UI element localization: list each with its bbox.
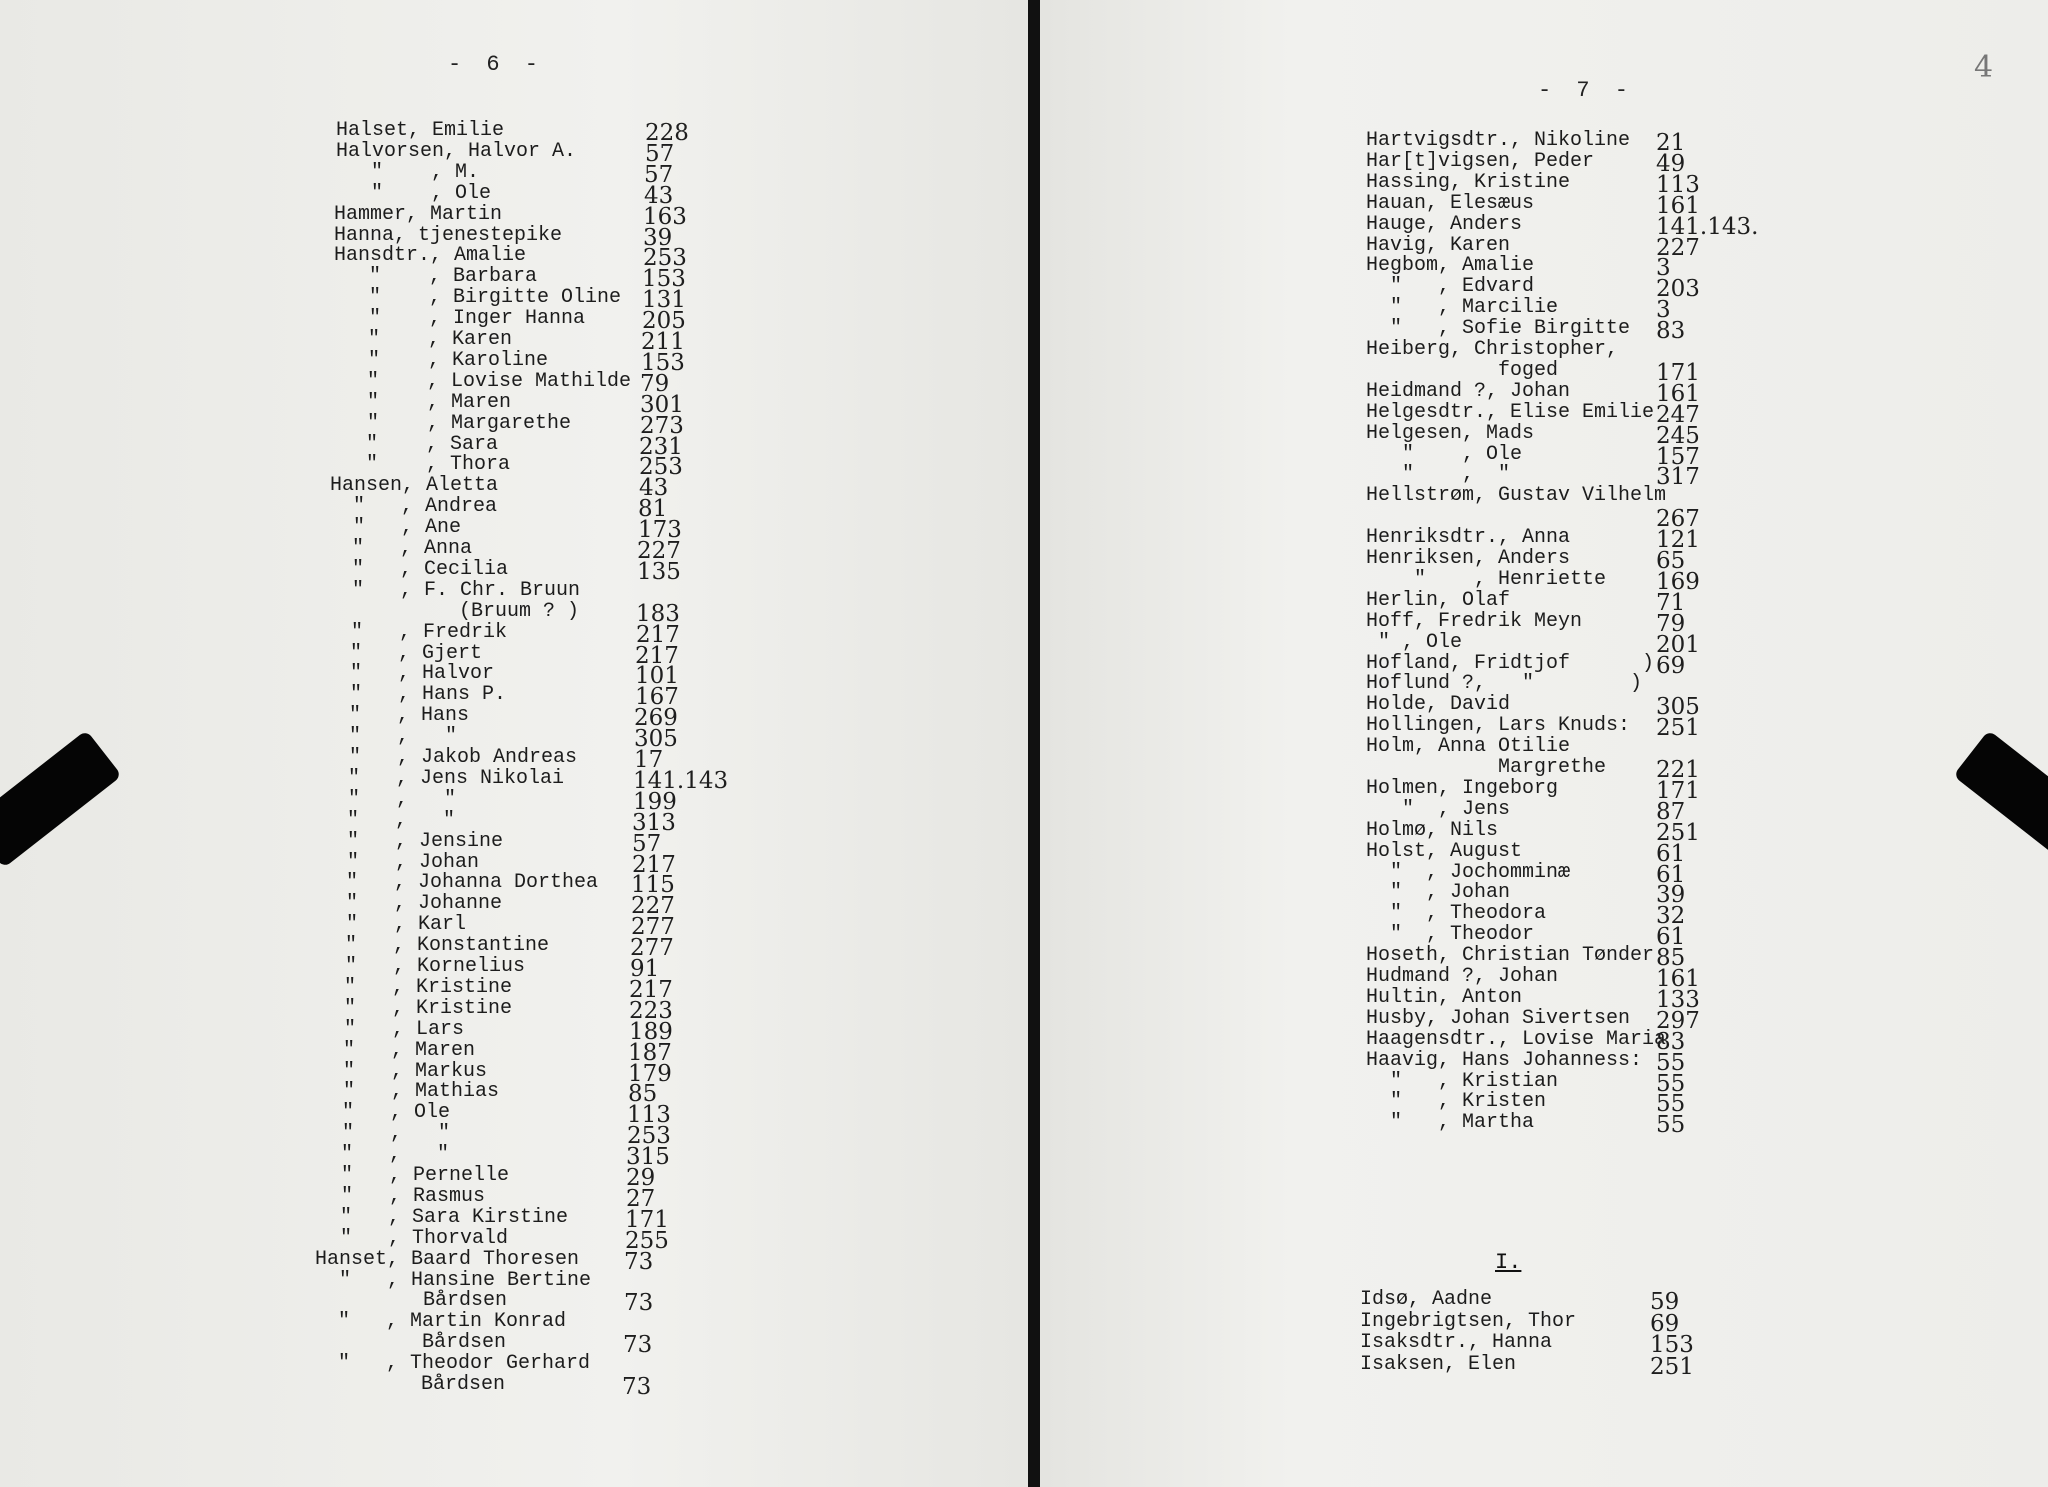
index-entry-page-ref: 55	[1656, 1049, 1686, 1076]
index-entry-page-ref: 73	[622, 1374, 652, 1400]
index-entry-page-ref: 115	[631, 872, 675, 899]
index-entry-name: Haavig, Hans Johanness:	[1366, 1048, 1643, 1072]
index-entry-page-ref: 79	[1656, 610, 1686, 637]
index-entry-page-ref: 253	[639, 454, 683, 481]
index-entry-name: " , Ole	[1366, 630, 1463, 654]
index-entry-name: " , Thora	[330, 453, 511, 477]
index-entry-page-ref: 183	[636, 600, 680, 627]
index-entry-name: Hartvigsdtr., Nikoline	[1366, 129, 1631, 152]
index-entry-name: Har[t]vigsen, Peder	[1366, 149, 1595, 173]
index-entry-page-ref: 73	[624, 1248, 654, 1275]
index-entry-page-ref: 205	[642, 308, 686, 335]
index-entry-name: " , Henriette	[1366, 567, 1607, 591]
index-entry-name: " , Inger Hanna	[333, 307, 586, 331]
index-entry-name: Holmø, Nils	[1366, 818, 1499, 842]
index-entry-name: Hoff, Fredrik Meyn	[1366, 609, 1583, 633]
index-entry-page-ref: 161	[1656, 966, 1700, 992]
index-entry-page-ref: 59	[1650, 1289, 1680, 1315]
index-entry-page-ref: 161	[1656, 192, 1700, 219]
index-entry-page-ref: 57	[632, 830, 662, 857]
index-entry-page-ref: 81	[638, 496, 668, 523]
index-entry-page-ref: 273	[640, 412, 684, 439]
index-entry-name: " , Barbara	[333, 265, 538, 289]
index-entry-name: " , Kristine	[320, 996, 513, 1020]
index-entry-name: Bårdsen	[315, 1289, 508, 1313]
index-entry-page-ref: 87	[1656, 798, 1686, 825]
index-entry-name: " , Johanne	[322, 892, 503, 916]
index-entry-name: Hoflund ?, " )	[1366, 672, 1643, 696]
index-entry-name: " , Ane	[329, 516, 462, 540]
index-entry-page-ref: 253	[643, 245, 687, 272]
index-entry-page-ref: 91	[630, 956, 660, 982]
index-entry-name: Hammer, Martin	[334, 202, 503, 226]
index-entry-name: Hudmand ?, Johan	[1366, 965, 1559, 988]
index-entry-page-ref: 69	[1650, 1310, 1680, 1337]
index-entry-page-ref: 231	[639, 433, 683, 460]
index-entry-page-ref: 187	[628, 1039, 672, 1066]
index-entry-page-ref: 73	[623, 1332, 653, 1359]
index-entry-page-ref: 17	[634, 747, 664, 773]
index-entry-page-ref: 61	[1656, 861, 1686, 888]
index-entry-page-ref: 39	[643, 224, 673, 251]
index-entry-page-ref: 153	[1650, 1332, 1694, 1358]
index-entry-page-ref: 153	[642, 266, 686, 293]
index-entry-name: " , Hansine Bertine	[315, 1268, 592, 1292]
index-entry-name: Halset, Emilie	[336, 119, 505, 142]
index-entry-page-ref: 217	[629, 976, 673, 1003]
index-entry-page-ref: 29	[626, 1165, 656, 1191]
index-entry-page-ref: 113	[1656, 171, 1700, 198]
index-entry-page-ref: 113	[627, 1102, 671, 1129]
index-entry-name: Bårdsen	[314, 1331, 507, 1355]
index-entry-name: Hegbom, Amalie	[1366, 254, 1535, 278]
index-entry-name: Helgesdtr., Elise Emilie	[1366, 400, 1655, 424]
index-entry-page-ref: 247	[1656, 401, 1700, 428]
index-entry-name: Hollingen, Lars Knuds:	[1366, 714, 1631, 738]
index-entry-name: Helgesen, Mads	[1366, 421, 1535, 445]
index-entry-page-ref: 43	[644, 182, 674, 209]
index-entry-page-ref: 133	[1656, 986, 1700, 1013]
index-entry-name: " , Ole	[1366, 442, 1523, 466]
index-entry-page-ref: 27	[626, 1185, 656, 1212]
index-entry-page-ref: 101	[635, 663, 679, 690]
index-entry-name: " , Mathias	[319, 1080, 500, 1104]
index-entry-page-ref: 3	[1656, 255, 1671, 282]
index-entry-page-ref: 3	[1656, 297, 1671, 324]
index-entry-page-ref: 83	[1656, 318, 1686, 345]
index-entry-name: " , Jochomminæ	[1366, 860, 1571, 884]
index-entry-name: " , Theodora	[1366, 902, 1547, 926]
index-entry-name: " , Rasmus	[317, 1184, 486, 1208]
index-entry-name: " , Martha	[1366, 1111, 1535, 1135]
index-entry-page-ref: 199	[633, 788, 677, 815]
index-entry-page-ref: 173	[638, 517, 682, 544]
index-entry-name: " , Theodor	[1366, 923, 1535, 947]
section-letter: I.	[1495, 1250, 1522, 1275]
index-entry-page-ref: 317	[1656, 464, 1700, 491]
index-entry-page-ref: 71	[1656, 589, 1686, 616]
index-entry-name: " , Ole	[335, 181, 492, 205]
index-entry-page-ref: 49	[1656, 150, 1686, 177]
index-entry-name: " , Maren	[331, 390, 512, 414]
index-entry-page-ref: 85	[1656, 945, 1686, 972]
index-entry-page-ref: 301	[640, 391, 684, 418]
index-entry-page-ref: 297	[1656, 1007, 1700, 1034]
index-entry-name: " , Johan	[1366, 881, 1511, 905]
index-entry-name: " , Thorvald	[316, 1226, 509, 1250]
index-entry-page-ref: 73	[624, 1290, 654, 1317]
right-page	[1040, 0, 2048, 1487]
index-entry-name: foged	[1366, 358, 1559, 382]
index-entry-name: (Bruum ? )	[327, 599, 580, 623]
index-entry-page-ref: 69	[1656, 652, 1686, 679]
index-entry-name: " , Hans P.	[326, 683, 507, 707]
index-entry-page-ref: 55	[1656, 1091, 1686, 1118]
index-entry-name: " , Jens Nikolai	[324, 766, 565, 790]
index-entry-name: Hauan, Elesæus	[1366, 191, 1535, 215]
index-entry-name: " , Jensine	[323, 829, 504, 853]
index-entry-page-ref: 179	[628, 1060, 672, 1087]
index-entry-page-ref: 227	[1656, 234, 1700, 261]
index-entry-page-ref: 141.143.	[1656, 213, 1759, 240]
index-entry-page-ref: 121	[1656, 527, 1700, 554]
index-entry-name: Herlin, Olaf	[1366, 588, 1511, 612]
index-entry-page-ref: 83	[1656, 1028, 1686, 1055]
index-entry-page-ref: 171	[1656, 777, 1700, 804]
index-entry-page-ref: 211	[641, 329, 685, 355]
index-entry-name: Hanset, Baard Thoresen	[315, 1247, 580, 1271]
index-entry-page-ref: 39	[1656, 882, 1686, 909]
index-entry-page-ref: 57	[644, 161, 674, 188]
index-entry-page-ref: 217	[632, 851, 676, 878]
index-entry-name: Heidmand ?, Johan	[1366, 379, 1571, 403]
index-entry-name: " , Jakob Andreas	[325, 746, 578, 769]
index-entry-name: " , Marcilie	[1366, 296, 1559, 320]
index-entry-name: Haagensdtr., Lovise Maria	[1366, 1027, 1667, 1051]
index-entry-page-ref: 315	[626, 1144, 670, 1171]
index-entry-page-ref: 269	[634, 705, 678, 732]
index-entry-page-ref: 227	[631, 893, 675, 920]
index-entry-name: " , Maren	[319, 1038, 476, 1062]
index-entry-name: " , F. Chr. Bruun	[328, 578, 581, 602]
index-entry-name: " , M.	[335, 160, 480, 184]
index-entry-page-ref: 79	[640, 370, 670, 397]
index-entry-page-ref: 305	[634, 726, 678, 753]
index-entry-page-ref: 227	[637, 538, 681, 564]
index-entry-name: Isaksen, Elen	[1360, 1352, 1517, 1376]
index-entry-name: " , Johan	[323, 850, 480, 874]
index-entry-page-ref: 167	[635, 684, 679, 711]
index-entry-page-ref: 201	[1656, 631, 1700, 658]
index-entry-page-ref: 203	[1656, 276, 1700, 303]
index-entry-page-ref: 32	[1656, 903, 1686, 930]
index-entry-name: " , Kornelius	[321, 955, 526, 978]
index-entry-name: Holst, August	[1366, 839, 1523, 863]
index-entry-name: " , Sofie Birgitte	[1366, 317, 1631, 341]
index-entry-name: Henriksen, Anders	[1366, 547, 1571, 570]
index-entry-name: Havig, Karen	[1366, 233, 1511, 257]
index-entry-name: Idsø, Aadne	[1360, 1288, 1493, 1311]
index-entry-name: Hansen, Aletta	[330, 474, 499, 498]
index-entry-name: " , "	[318, 1122, 451, 1146]
index-entry-page-ref: 305	[1656, 694, 1700, 721]
index-entry-page-ref: 253	[627, 1123, 671, 1150]
index-entry-name: Hansdtr., Amalie	[334, 244, 527, 268]
index-entry-name: Hanna, tjenestepike	[334, 223, 563, 247]
index-entry-page-ref: 171	[1656, 359, 1700, 386]
index-entry-page-ref: 157	[1656, 443, 1700, 470]
index-entry-name: Hellstrøm, Gustav Vilhelm	[1366, 484, 1667, 508]
index-entry-name: Hassing, Kristine	[1366, 170, 1571, 194]
index-entry-name: " , "	[325, 725, 458, 749]
index-entry-page-ref: 65	[1656, 548, 1686, 574]
index-entry-name: " , Kristen	[1366, 1090, 1547, 1114]
index-entry-name: " , Birgitte Oline	[333, 286, 622, 310]
index-entry-name: " , Fredrik	[327, 620, 508, 644]
index-entry-page-ref: 251	[1650, 1353, 1694, 1380]
index-entry-name: " , Cecilia	[328, 557, 509, 581]
index-entry-page-ref: 251	[1656, 819, 1700, 846]
index-entry-name: " , Kristian	[1366, 1069, 1559, 1093]
index-entry-name: " , Anna	[328, 537, 473, 560]
index-entry-name: Holm, Anna Otilie	[1366, 735, 1571, 759]
index-entry-page-ref: 21	[1656, 130, 1686, 156]
index-entry-name: Halvorsen, Halvor A.	[336, 139, 577, 163]
index-entry-name: Bårdsen	[313, 1373, 506, 1396]
index-entry-page-ref: 223	[629, 997, 673, 1024]
index-entry-name: " , Pernelle	[317, 1164, 510, 1187]
index-entry-name: " , Hans	[325, 704, 470, 728]
index-entry-name: " , "	[323, 808, 456, 832]
index-entry-name: " , Sara	[330, 432, 499, 456]
index-entry-page-ref: 221	[1656, 757, 1700, 783]
index-entry-name: " , Karen	[332, 328, 513, 351]
page-number-left: - 6 -	[448, 52, 545, 77]
index-entry-name: " , Jens	[1366, 797, 1511, 821]
index-entry-name: Heiberg, Christopher,	[1366, 338, 1619, 361]
index-entry-name: Hauge, Anders	[1366, 212, 1523, 236]
index-entry-name: " , Johanna Dorthea	[322, 871, 599, 895]
index-entry-name: " , "	[317, 1143, 450, 1167]
index-entry-page-ref: 141.143	[633, 767, 729, 794]
index-entry-name: Holde, David	[1366, 693, 1511, 717]
index-entry-name: " , Halvor	[326, 662, 495, 686]
index-entry-name: " , Markus	[319, 1059, 488, 1083]
index-entry-page-ref: 228	[645, 120, 689, 146]
index-entry-name: " , Martin Konrad	[314, 1310, 567, 1334]
index-entry-name: " , Margarethe	[331, 411, 572, 435]
index-entry-page-ref: 313	[632, 809, 676, 836]
index-entry-name: " , "	[1366, 463, 1511, 487]
index-entry-page-ref: 57	[645, 140, 675, 167]
index-entry-page-ref: 55	[1656, 1112, 1686, 1139]
corner-page-note: 4	[1974, 50, 1994, 85]
index-entry-name: Isaksdtr., Hanna	[1360, 1331, 1553, 1354]
index-entry-page-ref: 61	[1656, 840, 1686, 867]
index-entry-name: " , Lars	[320, 1017, 465, 1041]
index-entry-page-ref: 55	[1656, 1070, 1686, 1097]
index-entry-name: " , "	[324, 787, 457, 811]
index-entry-name: " , Edvard	[1366, 275, 1535, 299]
index-entry-name: Henriksdtr., Anna	[1366, 526, 1571, 550]
index-entry-name: Ingebrigtsen, Thor	[1360, 1309, 1577, 1333]
index-entry-name: " , Konstantine	[321, 934, 550, 958]
index-entry-page-ref: 277	[631, 914, 675, 941]
index-entry-page-ref: 153	[641, 349, 685, 376]
index-entry-page-ref: 255	[625, 1227, 669, 1254]
index-entry-page-ref: 169	[1656, 568, 1700, 595]
index-entry-page-ref: 61	[1656, 924, 1686, 951]
index-entry-name: Hultin, Anton	[1366, 985, 1523, 1009]
index-entry-name: Margrethe	[1366, 756, 1607, 779]
index-entry-name: " , Kristine	[320, 975, 513, 999]
index-entry-name: Hofland, Fridtjof )	[1366, 651, 1655, 675]
index-entry-page-ref: 161	[1656, 380, 1700, 407]
index-entry-name: " , Sara Kirstine	[316, 1205, 569, 1229]
index-entry-page-ref: 43	[639, 475, 669, 502]
index-entry-page-ref: 217	[635, 642, 679, 669]
index-entry-name: " , Theodor Gerhard	[314, 1352, 591, 1376]
index-entry-name: " , Ole	[318, 1101, 451, 1125]
index-entry-name: " , Andrea	[329, 495, 498, 519]
index-entry-name: Hoseth, Christian Tønder	[1366, 944, 1655, 968]
page-number-right: - 7 -	[1538, 78, 1635, 103]
index-entry-page-ref: 163	[643, 203, 687, 230]
index-entry-name: " , Lovise Mathilde	[331, 369, 632, 393]
index-entry-name: " , Karoline	[332, 348, 549, 372]
index-entry-page-ref: 171	[625, 1206, 669, 1233]
index-entry-page-ref: 135	[637, 558, 681, 585]
index-entry-page-ref: 189	[629, 1018, 673, 1045]
index-entry-page-ref: 277	[630, 935, 674, 962]
index-entry-page-ref: 217	[636, 621, 680, 648]
index-entry-name: " , Gjert	[326, 641, 483, 665]
index-entry-page-ref: 131	[642, 287, 686, 314]
index-entry-page-ref: 251	[1656, 715, 1700, 742]
index-entry-name: Holmen, Ingeborg	[1366, 776, 1559, 800]
index-entry-page-ref: 85	[628, 1081, 658, 1108]
index-entry-name: Husby, Johan Sivertsen	[1366, 1006, 1631, 1030]
index-entry-name: " , Karl	[322, 913, 467, 937]
index-entry-page-ref: 245	[1656, 422, 1700, 449]
index-entry-page-ref: 267	[1656, 506, 1700, 533]
